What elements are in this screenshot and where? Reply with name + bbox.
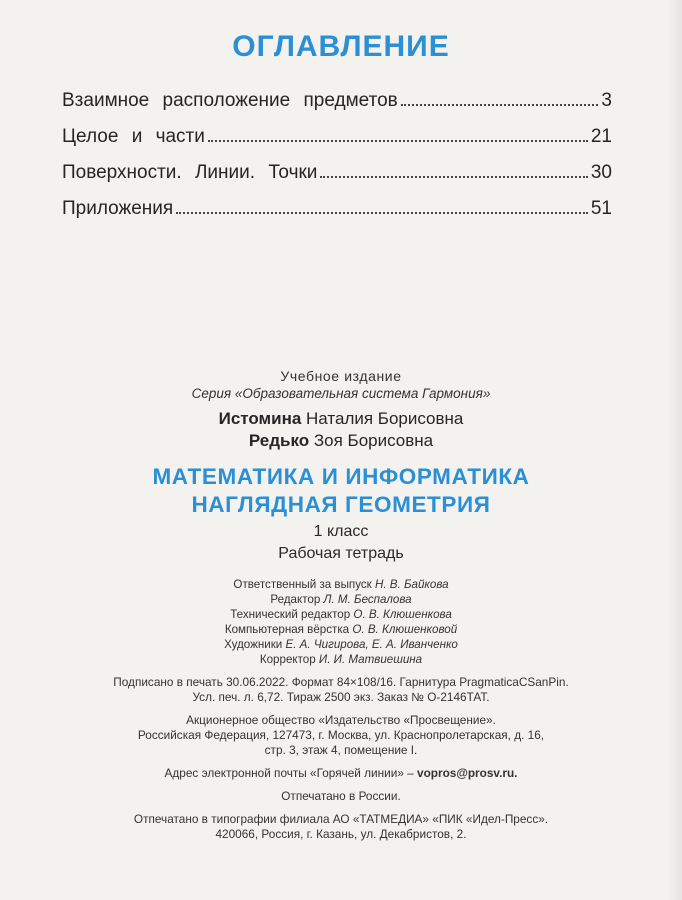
credit-line [0, 637, 682, 652]
toc-dot-leader [320, 175, 587, 178]
credit-line [0, 592, 682, 607]
print-info-line: Усл. печ. л. 6,72. Тираж 2500 экз. Заказ № О-2146ТАТ. [192, 690, 490, 704]
author-surname: Редько [248, 431, 310, 450]
printed-in [0, 789, 682, 804]
book-type: Рабочая тетрадь [278, 545, 404, 562]
toc-entry-page: 51 [590, 198, 612, 219]
printer-line: Отпечатано в типографии филиала АО «ТАТМЕДИА» «ПИК «Идел-Пресс». [133, 812, 549, 826]
imprint-block [0, 368, 682, 842]
credit-role: Художники [224, 638, 283, 651]
book-title-line-1: МАТЕМАТИКА И ИНФОРМАТИКА [152, 464, 530, 489]
toc-entry-label: Взаимное расположение предметов [62, 90, 398, 111]
credit-person: Л. М. Беспалова [323, 593, 412, 606]
toc-dot-leader [176, 211, 588, 214]
credit-role: Корректор [259, 653, 316, 666]
credit-person: О. В. Клюшенкова [353, 608, 452, 621]
hotline-email: vopros@prosv.ru. [417, 766, 518, 780]
toc-title: ОГЛАВЛЕНИЕ [232, 30, 450, 63]
print-info-line: Подписано в печать 30.06.2022. Формат 84×108/16. Гарнитура PragmaticaCSanPin. [113, 675, 569, 689]
toc-entry-label: Целое и части [62, 126, 205, 147]
author [0, 409, 682, 429]
credit-line [0, 607, 682, 622]
credit-person: И. И. Матвиешина [318, 653, 423, 666]
publisher-info [0, 713, 682, 758]
credit-person: Н. В. Байкова [374, 578, 449, 591]
toc-entry-page: 30 [590, 162, 612, 183]
toc-entry [62, 90, 612, 126]
toc-dot-leader [401, 103, 599, 106]
author-name: Зоя Борисовна [313, 431, 434, 450]
credit-role: Редактор [270, 593, 321, 606]
author-surname: Истомина [218, 409, 302, 428]
credit-line [0, 577, 682, 592]
toc-entry-page: 3 [601, 90, 612, 111]
publisher-line: Российская Федерация, 127473, г. Москва, ул. Краснопролетарская, д. 16, [137, 728, 545, 742]
hotline-info [0, 766, 682, 781]
print-info [0, 675, 682, 705]
credit-line [0, 652, 682, 667]
credit-person: О. В. Клюшенковой [352, 623, 458, 636]
publisher-line: стр. 3, этаж 4, помещение I. [264, 743, 418, 757]
series-name: Серия «Образовательная система Гармония» [191, 386, 491, 401]
book-title-line-2: НАГЛЯДНАЯ ГЕОМЕТРИЯ [191, 492, 491, 517]
publisher-line: Акционерное общество «Издательство «Просвещение». [186, 713, 496, 727]
hotline-label: Адрес электронной почты «Горячей линии» – [164, 766, 414, 780]
printed-in-line: Отпечатано в России. [281, 789, 401, 803]
credit-person: Е. А. Чигирова, Е. А. Иванченко [285, 638, 458, 651]
credit-role: Технический редактор [230, 608, 351, 621]
credit-role: Компьютерная вёрстка [224, 623, 350, 636]
toc-entry-label: Поверхности. Линии. Точки [62, 162, 318, 183]
toc-entry [62, 162, 612, 198]
author [0, 431, 682, 451]
credit-role: Ответственный за выпуск [233, 578, 372, 591]
credits-list [0, 577, 682, 667]
printer-info [0, 812, 682, 842]
toc-entry-page: 21 [590, 126, 612, 147]
credit-line [0, 622, 682, 637]
table-of-contents [62, 90, 612, 234]
toc-entry [62, 126, 612, 162]
grade-label: 1 класс [313, 523, 369, 540]
toc-dot-leader [208, 139, 588, 142]
toc-entry [62, 198, 612, 234]
edition-kind: Учебное издание [280, 368, 402, 384]
printer-line: 420066, Россия, г. Казань, ул. Декабристов, 2. [215, 827, 467, 841]
author-name: Наталия Борисовна [306, 409, 464, 428]
toc-entry-label: Приложения [62, 198, 174, 219]
